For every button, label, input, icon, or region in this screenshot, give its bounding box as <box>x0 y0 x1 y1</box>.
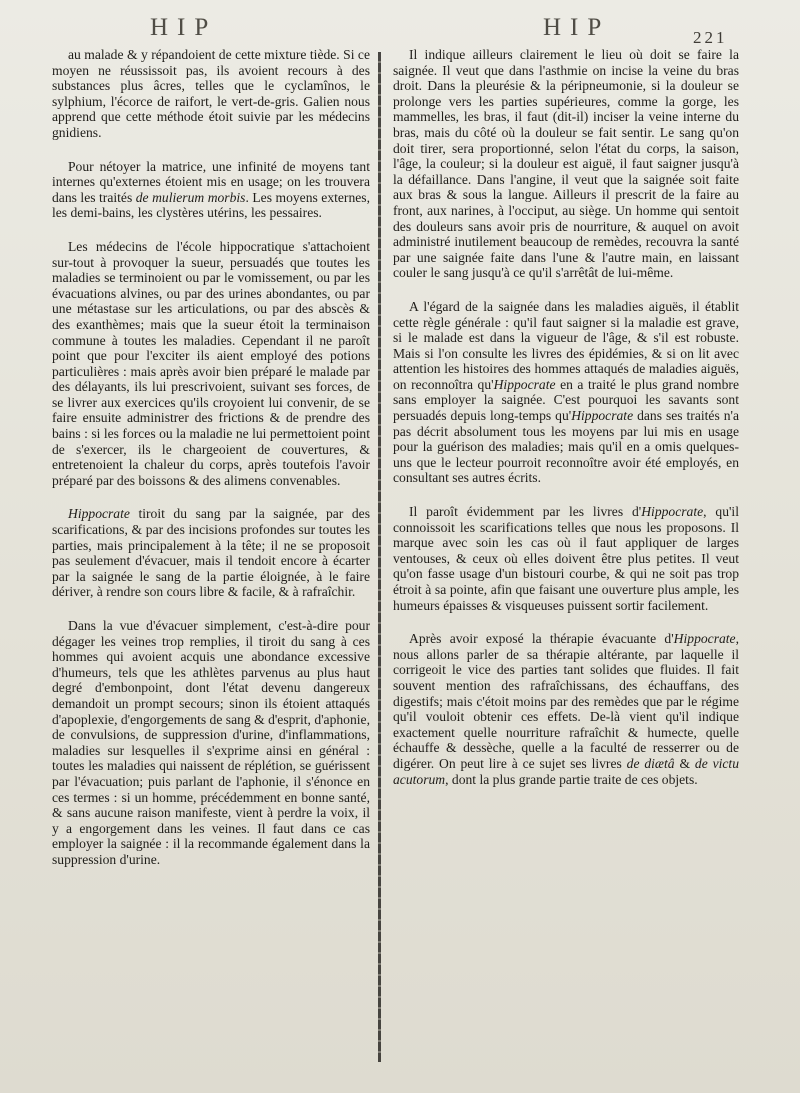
italic-text: Hippocrate <box>68 506 130 522</box>
italic-text: de mulierum morbis <box>135 189 246 205</box>
column-divider <box>378 52 381 1062</box>
text-run: Il indique ailleurs clairement le lieu où doit se faire la saignée. Il veut que dans l'asthmie on incise la veine du bras droit. Dans la pleurésie & la péripneumonie, si la douleur se prolonge vers les parties supérieures, comme la gorge, les mammelles, les bras, il faut (dit-il) inciser la veine interne du bras, mais du côté où la douleur se fait sentir. Le sang qu'on doit tirer, sera proportionné, selon l'état du corps, la saison, l'âge, la couleur; si la douleur est aiguë, il faut saigner jusqu'à la défaillance. Dans l'angine, il veut que la saignée soit faite aux bras & sous la langue. Ailleurs il prescrit de la faire au front, aux narines, à l'occiput, au siège. Un homme qui sentoit des douleurs sans avoir pris de nourriture, & auquel on avoit administré inutilement beaucoup de remèdes, recouvra la santé par une saignée faite dans l'une & l'autre main, en laissant couler le sang jusqu'à ce qu'il s'arrêtât de lui-même. <box>393 47 739 281</box>
text-run: Il paroît évidemment par les livres d' <box>409 504 642 520</box>
text-run: Dans la vue d'évacuer simplement, c'est-à-dire pour dégager les veines trop remplies, il tiroit du sang à ces hommes qui avoient acquis une abondance excessive d'humeurs, tels que les athlètes parvenus au plus haut degré d'embonpoint, dont l'état devenu dangereux demandoit un prompt secours; sinon ils étoient attaqués d'apoplexie, d'engorgements de sang & d'esprit, d'aphonie, de convulsions, de suppression d'urine, d'inflammations, maladies sur lesquelles il s'exprime ainsi en général : toutes les maladies qui naissent de réplétion, se guérissent par l'évacuation; puis parlant de l'aphonie, il s'énonce en ces termes : si un homme, précédemment en bonne santé, & sans aucune raison manifeste, vient à perdre la voix, il y a engorgement dans les veines. Il faut dans ce cas employer la saignée : il la recommande également dans la suppression d'urine. <box>52 618 370 867</box>
text-run: & <box>674 755 695 771</box>
running-head-left: HIP <box>150 14 218 41</box>
running-head-right: HIP <box>543 14 611 41</box>
paragraph <box>52 159 370 221</box>
text-run: au malade & y répandoient de cette mixture tiède. Si ce moyen ne réussissoit pas, ils avoient recours à des substances plus âcres, telles que le cyclamînos, le sylphium, l'écorce de raifort, le vert-de-gris. Galien nous apprend que cette méthode étoit suivie par les médecins gnidiens. <box>52 47 370 140</box>
text-run: dans ses traités n'a pas décrit absolument tous les moyens par lui mis en usage pour la guérison des maladies; mais qu'il en a omis quelques-uns que le lecteur pourroit reconnoître avoir été employés, en consultant ses autres écrits. <box>393 408 739 486</box>
text-run: . Les moyens externes, les demi-bains, les clystères utérins, les pessaires. <box>52 189 370 221</box>
italic-text: de diætâ <box>626 755 675 771</box>
italic-text: Hippocrate <box>673 631 736 647</box>
italic-text: Hippocrate <box>641 504 704 520</box>
text-run: , nous allons parler de sa thérapie altérante, par laquelle il corrigeoit le vice des parties tant solides que fluides. Il fait souvent mention des rafraîchissans, des échauffans, des digestifs; mais c'étoit moins par des remèdes que par le régime qu'il vouloit obtenir ces effets. De-là vient qu'il indique exactement quelle nourriture rafraîchit & humecte, quelle échauffe & dessèche, quelle a la faculté de resserrer ou de digérer. On peut lire à ce sujet ses livres <box>393 631 739 771</box>
text-run: Après avoir exposé la thérapie évacuante d' <box>409 631 674 647</box>
text-run: , dont la plus grande partie traite de ces objets. <box>445 771 698 787</box>
text-run: en a traité le plus grand nombre sans employer la saignée. C'est pourquoi les savants sont persuadés depuis long-temps qu' <box>393 376 739 424</box>
paragraph <box>52 239 370 489</box>
paragraph <box>393 299 739 486</box>
paragraph <box>52 618 370 868</box>
page-header <box>0 12 800 47</box>
text-run: Les médecins de l'école hippocratique s'attachoient sur-tout à provoquer la sueur, persuadés que toutes les maladies se terminoient ou par le vomissement, ou par les évacuations alvines, ou par des urines abondantes, ou par une métastase sur les articulations, ou par des abscès & des exanthèmes; mais que la sueur étoit la terminaison commune à toutes les maladies. Cependant il ne paroît point que pour l'exciter ils aient employé des potions particulières : mais après avoir bien préparé le malade par des délayants, ils lui prescrivoient, suivant ses forces, de se livrer aux exercices qu'ils croyoient lui convenir, de se faire ensuite administrer des frictions & de prendre des bains : si les forces ou la maladie ne lui permettoient point de s'exercer, ils le chargeoient de couvertures, & entretenoient la chaleur du corps, après toutefois l'avoir préparé par des boissons & des alimens convenables. <box>52 238 370 488</box>
italic-text: Hippocrate <box>493 376 556 392</box>
italic-text: de victu acutorum <box>393 755 739 787</box>
left-column <box>52 47 370 1077</box>
paragraph <box>393 504 739 613</box>
right-column <box>393 47 739 1077</box>
paragraph <box>393 47 739 281</box>
text-run: A l'égard de la saignée dans les maladies aiguës, il établit cette règle générale : qu'il faut saigner si la maladie est grave, si le malade est dans la vigueur de l'âge, & s'il est robuste. Mais si l'on consulte les livres des épidémies, & si on lit avec attention les histoires des hommes attaqués de maladies aiguës, on reconnoîtra qu' <box>393 298 739 392</box>
text-run: , qu'il connoissoit les scarifications telles que nous les proposons. Il marque avec soin les cas où il faut appliquer de larges ventouses, & ceux où elles doivent être plus petites. Il veut qu'on fasse usage d'un bistouri courbe, & qui ne soit pas trop étroit à sa pointe, afin que faisant une ouverture plus ample, les humeurs épaisses & visqueuses puissent sortir facilement. <box>393 504 739 613</box>
page-number: 221 <box>693 28 728 47</box>
text-run: tiroit du sang par la saignée, par des scarifications, & par des incisions profondes sur toutes les parties, mais principalement à la tête; il ne se proposoit pas seulement d'évacuer, mais il tendoit encore à écarter par la saignée le sang de la partie éloignée, à le faire dériver, à rendre son cours libre & facile, & à rafraîchir. <box>52 506 370 600</box>
paragraph <box>52 506 370 600</box>
paragraph <box>52 47 370 141</box>
italic-text: Hippocrate <box>571 408 634 424</box>
text-run: Pour nétoyer la matrice, une infinité de moyens tant internes qu'externes étoient mis en usage; on les trouvera dans les traités <box>52 158 370 205</box>
paragraph <box>393 631 739 787</box>
